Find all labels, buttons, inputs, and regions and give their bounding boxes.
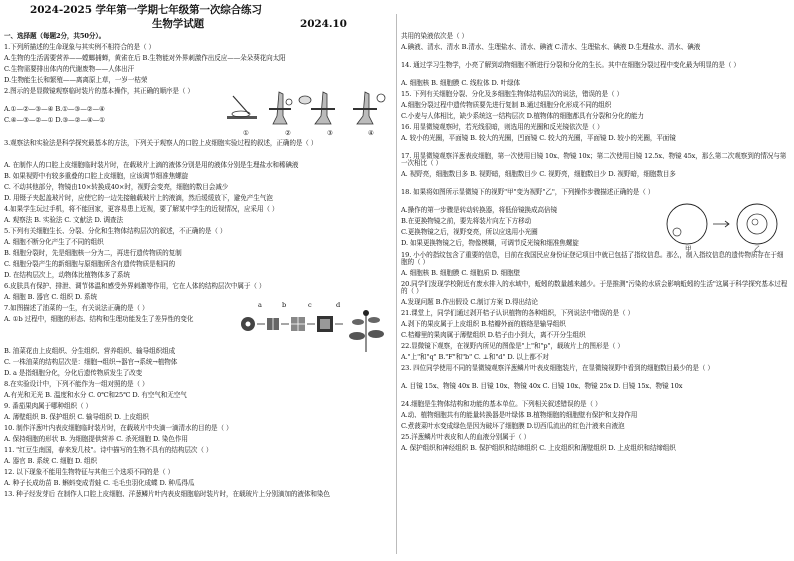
question-line: 20.同学们发现学校附近有废水排入的水域中，蚯蚓的数量越来越少。于是推测"污染的水质会影响蚯蚓的生活"这属于科学探究基本过程的（ ） bbox=[401, 280, 788, 295]
question-line: 6.皮肤具有保护、排泄、调节体温和感受外界刺激等作用，它在人体的结构层次中属于（ ） bbox=[4, 282, 266, 290]
question-line: A.碘液、清水、清水 B.清水、生理盐水、清水、碘液 C.清水、生理盐水、碘液 D.生理盐水、清水、碘液 bbox=[401, 43, 701, 51]
question-line: 23. 四位同学使用不同的显微镜观察洋葱鳞片叶表皮细胞装片，在显微镜视野中看到的细胞数目最少的是（ ） bbox=[401, 364, 714, 372]
view-yi-figure bbox=[737, 204, 777, 244]
question-line: A. 细胞不断分化产生了不同的组织 bbox=[4, 238, 104, 246]
question-line: A. 器官 B. 系统 C. 细胞 D. 组织 bbox=[4, 457, 97, 465]
question-line: 10. 制作洋葱叶内表皮细胞临时装片时，在载玻片中央滴一滴清水的目的是（ ） bbox=[4, 424, 233, 432]
question-line: A. 保护组织和神经组织 B. 保护组织和结缔组织 C. 上皮组织和薄壁组织 D. 上皮组织和结缔组织 bbox=[401, 444, 676, 452]
question-line: C.桔瓣里的果肉属于薄壁组织 D.桔子由小到大，离不开分生组织 bbox=[401, 331, 586, 339]
question-line: C. 细胞分裂产生的新细胞与原细胞所含有遗传物质是相同的 bbox=[4, 260, 176, 268]
question-line: A. 较小的光圈，平面镜 B. 较大的光圈，凹面镜 C. 较大的光圈，平面镜 D. 较小的光圈，平面镜 bbox=[401, 134, 676, 142]
view-label: 甲 bbox=[685, 245, 692, 253]
question-line: 18. 如果将如图所示显微镜下的视野"甲"变为视野"乙"，下列操作步骤描述正确的是（ ） bbox=[401, 188, 655, 196]
question-line: A.剥下的果皮属于上皮组织 B.桔瓣外面的筋络是输导组织 bbox=[401, 320, 566, 328]
question-line: A.生物的生活需要营养——螳螂捕蝉，黄雀在后 B.生物能对外界刺激作出反应——朵朵葵花向太阳 bbox=[4, 54, 286, 62]
exam-date: 2024.10 bbox=[300, 18, 347, 30]
question-line: 14. 通过学习生物学，小亮了解到动物细胞不断进行分裂和分化的生长。其中在细胞分裂过程中变化最为明显的是（ ） bbox=[401, 61, 740, 69]
question-line: C.生物需要排出体内的代谢废物——人体出汗 bbox=[4, 65, 135, 73]
column-divider bbox=[396, 14, 397, 554]
question-line: A.发现问题 B.作出假设 C.制订方案 D.得出结论 bbox=[401, 298, 538, 306]
step-4-figure bbox=[353, 92, 385, 124]
stage-mark: b bbox=[282, 301, 287, 309]
exam-title: 2024-2025 学年第一学期七年级第一次综合练习 bbox=[30, 4, 262, 16]
question-line: 11. "红豆生南国，春来发几枝"。诗中描写的生物不具有的结构层次（ ） bbox=[4, 446, 213, 454]
question-line: B. 细胞分裂时，先是细胞核一分为二，再进行遗传物质的复制 bbox=[4, 249, 182, 257]
question-line: 共用的染液依次是（ ） bbox=[401, 32, 468, 40]
tissue-figure bbox=[291, 317, 305, 331]
question-line: C.小麦与人体相比，缺少系统这一结构层次 D.植物体的细胞都具有分裂和分化的能力 bbox=[401, 112, 644, 120]
question-line: A. 视野亮，细胞数目多 B. 视野暗，细胞数目少 C. 视野亮，细胞数目少 D. 视野暗，细胞数目多 bbox=[401, 170, 676, 178]
question-line: A. 细胞 B. 器官 C. 组织 D. 系统 bbox=[4, 293, 97, 301]
question-line: B. 如果视野中有较多重叠的口腔上皮细胞，应该调节细准焦螺旋 bbox=[4, 172, 189, 180]
question-line: 19. 小小的指纹包含了重要的信息，目前在我国民应身份证登记项目中就已包括了指纹信息。那么，制入指纹信息的遗传物质存在于细胞的（ ） bbox=[401, 251, 784, 266]
cell-stage-figure bbox=[241, 317, 255, 331]
question-line: 1.下列所描述的生命现象与其实例不相符合的是（ ） bbox=[4, 43, 155, 51]
exam-subtitle: 生物学试题 bbox=[152, 18, 204, 30]
question-line: A. 观察法 B. 实验法 C. 文献法 D. 调查法 bbox=[4, 216, 123, 224]
question-line: D.生物能生长和繁殖——离离原上草，一岁一枯荣 bbox=[4, 76, 148, 84]
question-line: C. 一株油菜的结构层次是：细胞→组织→器官→系统→植物体 bbox=[4, 358, 178, 366]
cell-division-figure bbox=[267, 318, 279, 330]
question-line: A.①—②—③—④ B.①—③—②—④ bbox=[4, 105, 105, 113]
organ-figure bbox=[317, 316, 333, 332]
step-label: ① bbox=[243, 129, 249, 137]
question-line: A.细胞分裂过程中遗传物质要先进行复制 B.通过细胞分化形成不同的组织 bbox=[401, 101, 612, 109]
question-line: A.操作的第一步骤是转动转换器，将低倍镜换成高倍镜 bbox=[401, 206, 558, 214]
question-line: 9. 番茄果肉属于哪种组织（ ） bbox=[4, 402, 93, 410]
microscope-steps-figure bbox=[225, 86, 390, 130]
question-line: A. ①b 过程中，细胞的形态、结构和生理功能发生了差异性的变化 bbox=[4, 315, 194, 323]
microscope-views-figure bbox=[659, 200, 787, 250]
step-label: ③ bbox=[327, 129, 333, 137]
question-line: 7.如图描述了油菜的一生，有关说法正确的是（ ） bbox=[4, 304, 149, 312]
section-heading: 一、选择题（每题2分，共50分）。 bbox=[4, 32, 106, 40]
question-line: C.④—③—②—① D.③—②—④—① bbox=[4, 116, 106, 124]
question-line: A. 保持细胞的形状 B. 为细胞提供营养 C. 杀死细胞 D. 染色作用 bbox=[4, 435, 188, 443]
question-line: 13. 种子经发芽后 在制作人口腔上皮细胞、洋葱鳞片叶内表皮细胞临时装片时，在载玻片上分别滴加的液体和染色 bbox=[4, 490, 330, 498]
question-line: A. 种子长成幼苗 B. 蝌蚪变成青蛙 C. 毛毛虫羽化成蝶 D. 种瓜得瓜 bbox=[4, 479, 195, 487]
step-1-figure bbox=[227, 96, 257, 119]
step-label: ② bbox=[285, 129, 291, 137]
question-line: 8.在实验设计中，下列不能作为一组对照的是（ ） bbox=[4, 380, 149, 388]
question-line: 17. 用显微镜观察洋葱表皮细胞，第一次使用目镜 10x、物镜 10x；第二次使用目镜 12.5x、物镜 45x，那么第二次观察到的情况与第一次相比（ ） bbox=[401, 152, 787, 167]
question-line: B.在更换物镜之前，要先将装片向左下方移动 bbox=[401, 217, 532, 225]
question-line: 4.如果学生玩过手机，将不能回家，更容易患上近视，要了解某中学生的近视情况，应采用（ ） bbox=[4, 205, 279, 213]
question-line: 3.观察法和实验法是科学探究最基本的方法，下列关于观察人的口腔上皮细胞实验过程的叙述，正确的是（ ） bbox=[4, 139, 318, 147]
question-line: 25.洋葱鳞片叶表皮和人的血液分别属于（ ） bbox=[401, 433, 531, 441]
stage-mark: d bbox=[336, 301, 341, 309]
question-line: C. 不动其他部分，物镜由10×转换成40×时，视野会变亮，细胞的数目会减少 bbox=[4, 183, 229, 191]
step-3-figure bbox=[299, 92, 335, 124]
question-line: 15. 下列有关细胞分裂、分化及多细胞生物体结构层次的说法，错误的是（ ） bbox=[401, 90, 623, 98]
question-line: 16. 用显微镜观察时，若光线很暗，则选用的光圈和反光镜依次是（ ） bbox=[401, 123, 604, 131]
question-line: 21.课堂上，同学们通过剥开桔子认识植物的各种组织，下列说法中错误的是（ ） bbox=[401, 309, 634, 317]
stage-mark: c bbox=[308, 301, 312, 309]
question-line: 5.下列有关细胞生长、分裂、分化和生物体结构层次的叙述，不正确的是（ ） bbox=[4, 227, 227, 235]
question-line: A. 细胞核 B. 细胞膜 C. 细胞质 D. 细胞壁 bbox=[401, 269, 520, 277]
question-line: 12. 以下现象不能用生物特征与其他三个选项不同的是（ ） bbox=[4, 468, 175, 476]
rapeseed-lifecycle-figure bbox=[238, 308, 394, 354]
question-line: C.煮菠菜叶水变成绿色是因为破坏了细胞膜 D.切西瓜流出的红色汁液来自液泡 bbox=[401, 422, 625, 430]
question-line: B. 油菜花由上皮组织、分生组织、营养组织、输导组织组成 bbox=[4, 347, 176, 355]
step-label: ④ bbox=[368, 129, 374, 137]
question-line: 2.图示的是显微镜观察临时装片的基本操作，其正确的顺序是（ ） bbox=[4, 87, 194, 95]
question-line: D. 如果更换物镜之后，物像模糊，可调节反光镜和细准焦螺旋 bbox=[401, 239, 579, 247]
view-jia-figure bbox=[667, 204, 707, 244]
question-line: A. 在制作人的口腔上皮细胞临时装片时，在载玻片上滴的液体分别是用的液体分别是生理盐水和稀碘液 bbox=[4, 161, 299, 169]
stage-mark: a bbox=[258, 301, 262, 309]
question-line: 24.细胞是生物体结构和功能的基本单位。下列相关叙述错误的是（ ） bbox=[401, 400, 602, 408]
question-line: A. 薄壁组织 B. 保护组织 C. 输导组织 D. 上皮组织 bbox=[4, 413, 149, 421]
question-line: A.有光和无光 B. 温度和水分 C. 0℃和25℃ D. 有空气和无空气 bbox=[4, 391, 187, 399]
question-line: 22.显微镜下观察，在视野内所见的图像是"上"和"p"，载玻片上的图形是（ ） bbox=[401, 342, 624, 350]
question-line: A."上"和"q" B."F"和"b" C. ⊥和"d" D. 以上都不对 bbox=[401, 353, 549, 361]
question-line: D. 在结构层次上，动物体比植物体多了系统 bbox=[4, 271, 130, 279]
question-line: D. a 是指细胞分化，分化后遗传物质发生了改变 bbox=[4, 369, 143, 377]
question-line: A.动、植物细胞共有的能量转换器是叶绿体 B.植物细胞的细胞壁有保护和支持作用 bbox=[401, 411, 638, 419]
view-label: 乙 bbox=[754, 245, 761, 253]
step-2-figure bbox=[269, 92, 292, 124]
plant-figure bbox=[349, 310, 384, 352]
question-line: C.更换物镜之后，视野变亮，所以应选用小光圈 bbox=[401, 228, 538, 236]
question-line: D. 用镊子夹起盖玻片时，应使它的一边先接触载玻片上的液滴，然后缓缓放下，避免产生气泡 bbox=[4, 194, 273, 202]
question-line: A. 目镜 15x、物镜 40x B. 目镜 10x、物镜 40x C. 目镜 10x、物镜 25x D. 目镜 15x、物镜 10x bbox=[401, 382, 683, 390]
question-line: A. 细胞核 B. 细胞膜 C. 线粒体 D. 叶绿体 bbox=[401, 79, 520, 87]
